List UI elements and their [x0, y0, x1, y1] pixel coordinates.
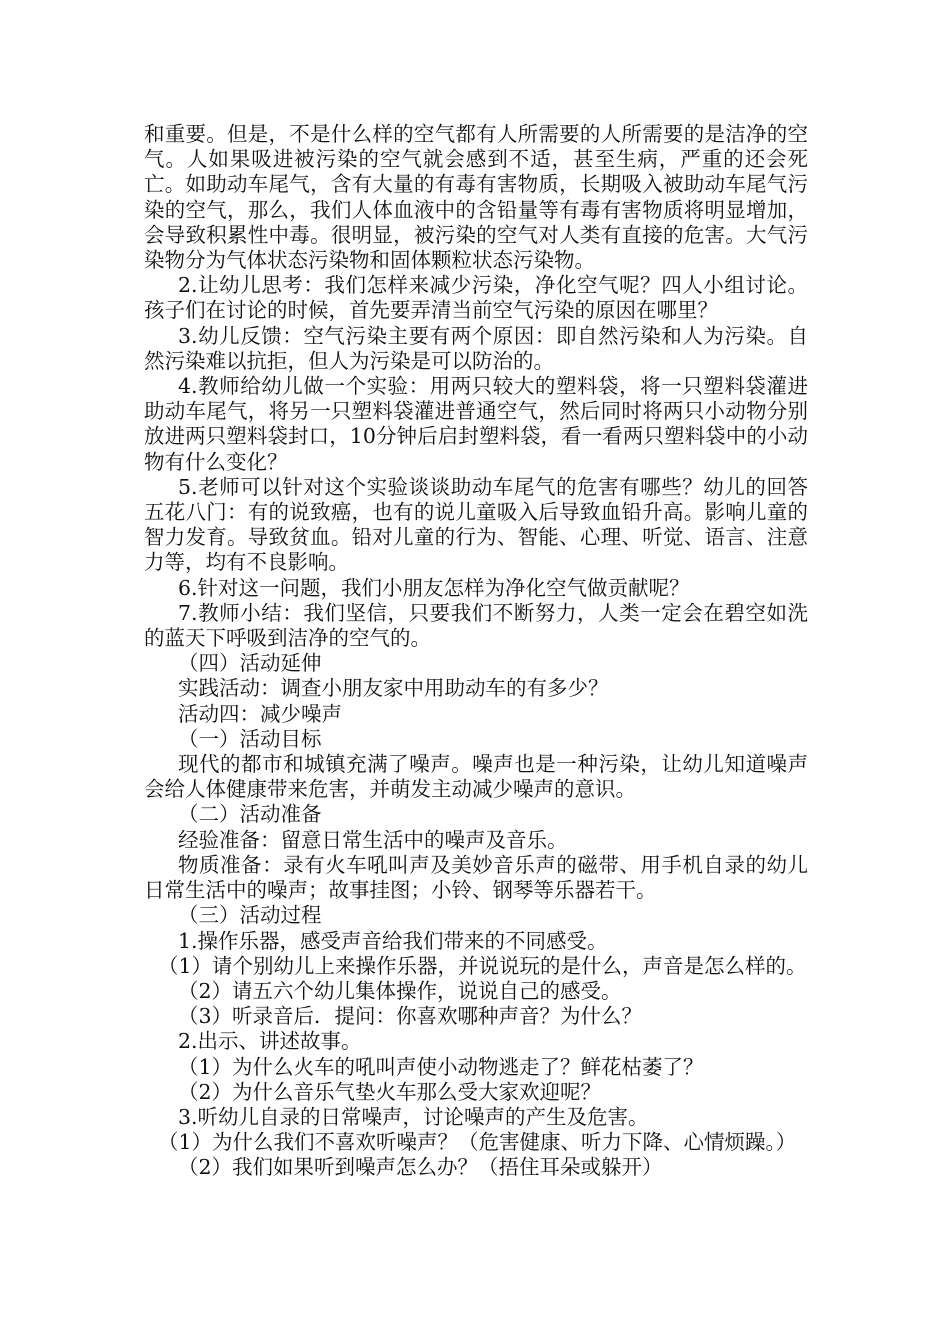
- paragraph: 3.幼儿反馈：空气污染主要有两个原因：即自然污染和人为污染。自然污染难以抗拒，但人为污染是可以防治的。: [144, 323, 808, 373]
- activity-heading: 活动四：减少噪声: [178, 701, 342, 726]
- paragraph: （2）请五六个幼儿集体操作，说说自己的感受。: [178, 978, 622, 1003]
- section-heading: （四）活动延伸: [178, 651, 322, 676]
- section-heading: （二）活动准备: [178, 802, 322, 827]
- document-body: [144, 122, 808, 1181]
- paragraph: 4.教师给幼儿做一个实验：用两只较大的塑料袋，将一只塑料袋灌进助动车尾气，将另一只塑料袋灌进普通空气，然后同时将两只小动物分别放进两只塑料袋封口，10分钟后启封塑料袋，看一看两只塑料袋中的小动物有什么变化？: [144, 374, 808, 474]
- paragraph: （1）为什么我们不喜欢听噪声？（危害健康、听力下降、心情烦躁。）: [158, 1130, 797, 1155]
- paragraph: 3.听幼儿自录的日常噪声，讨论噪声的产生及危害。: [178, 1104, 649, 1129]
- paragraph: 2.出示、讲述故事。: [178, 1029, 362, 1054]
- paragraph: 现代的都市和城镇充满了噪声。噪声也是一种污染，让幼儿知道噪声会给人体健康带来危害，并萌发主动减少噪声的意识。: [144, 752, 808, 802]
- paragraph: （1）请个别幼儿上来操作乐器，并说说玩的是什么，声音是怎么样的。: [158, 953, 807, 978]
- paragraph: （1）为什么火车的吼叫声使小动物逃走了？鲜花枯萎了？: [178, 1054, 704, 1079]
- paragraph: 1.操作乐器，感受声音给我们带来的不同感受。: [178, 928, 608, 953]
- paragraph: 实践活动：调查小朋友家中用助动车的有多少？: [178, 676, 609, 701]
- section-heading: （一）活动目标: [178, 726, 322, 751]
- paragraph: 5.老师可以针对这个实验谈谈助动车尾气的危害有哪些？幼儿的回答五花八门：有的说致癌，也有的说儿童吸入后导致血铅升高。影响儿童的智力发育。导致贫血。铅对儿童的行为、智能、心理、听觉、语言、注意力等，均有不良影响。: [144, 474, 808, 575]
- paragraph: 物质准备：录有火车吼叫声及美妙音乐声的磁带、用手机自录的幼儿日常生活中的噪声；故事挂图；小铃、钢琴等乐器若干。: [144, 852, 808, 903]
- paragraph: 经验准备：留意日常生活中的噪声及音乐。: [178, 827, 568, 852]
- paragraph: （2）为什么音乐气垫火车那么受大家欢迎呢？: [178, 1079, 602, 1104]
- paragraph: （3）听录音后．提问：你喜欢哪种声音？为什么？: [178, 1004, 643, 1029]
- paragraph: 2.让幼儿思考：我们怎样来减少污染，净化空气呢？四人小组讨论。孩子们在讨论的时候，首先要弄清当前空气污染的原因在哪里？: [144, 273, 808, 323]
- paragraph: 7.教师小结：我们坚信，只要我们不断努力，人类一定会在碧空如洗的蓝天下呼吸到洁净的空气的。: [144, 600, 808, 651]
- paragraph: 和重要。但是，不是什么样的空气都有人所需要的人所需要的是洁净的空气。人如果吸进被污染的空气就会感到不适，甚至生病，严重的还会死亡。如助动车尾气，含有大量的有毒有害物质，长期吸入被助动车尾气污染的空气，那么，我们人体血液中的含铅量等有毒有害物质将明显增加，会导致积累性中毒。很明显，被污染的空气对人类有直接的危害。大气污染物分为气体状态污染物和固体颗粒状态污染物。: [144, 122, 808, 273]
- section-heading: （三）活动过程: [178, 903, 322, 928]
- paragraph: 6.针对这一问题，我们小朋友怎样为净化空气做贡献呢？: [178, 575, 690, 600]
- paragraph: （2）我们如果听到噪声怎么办？（捂住耳朵或躲开）: [178, 1155, 663, 1180]
